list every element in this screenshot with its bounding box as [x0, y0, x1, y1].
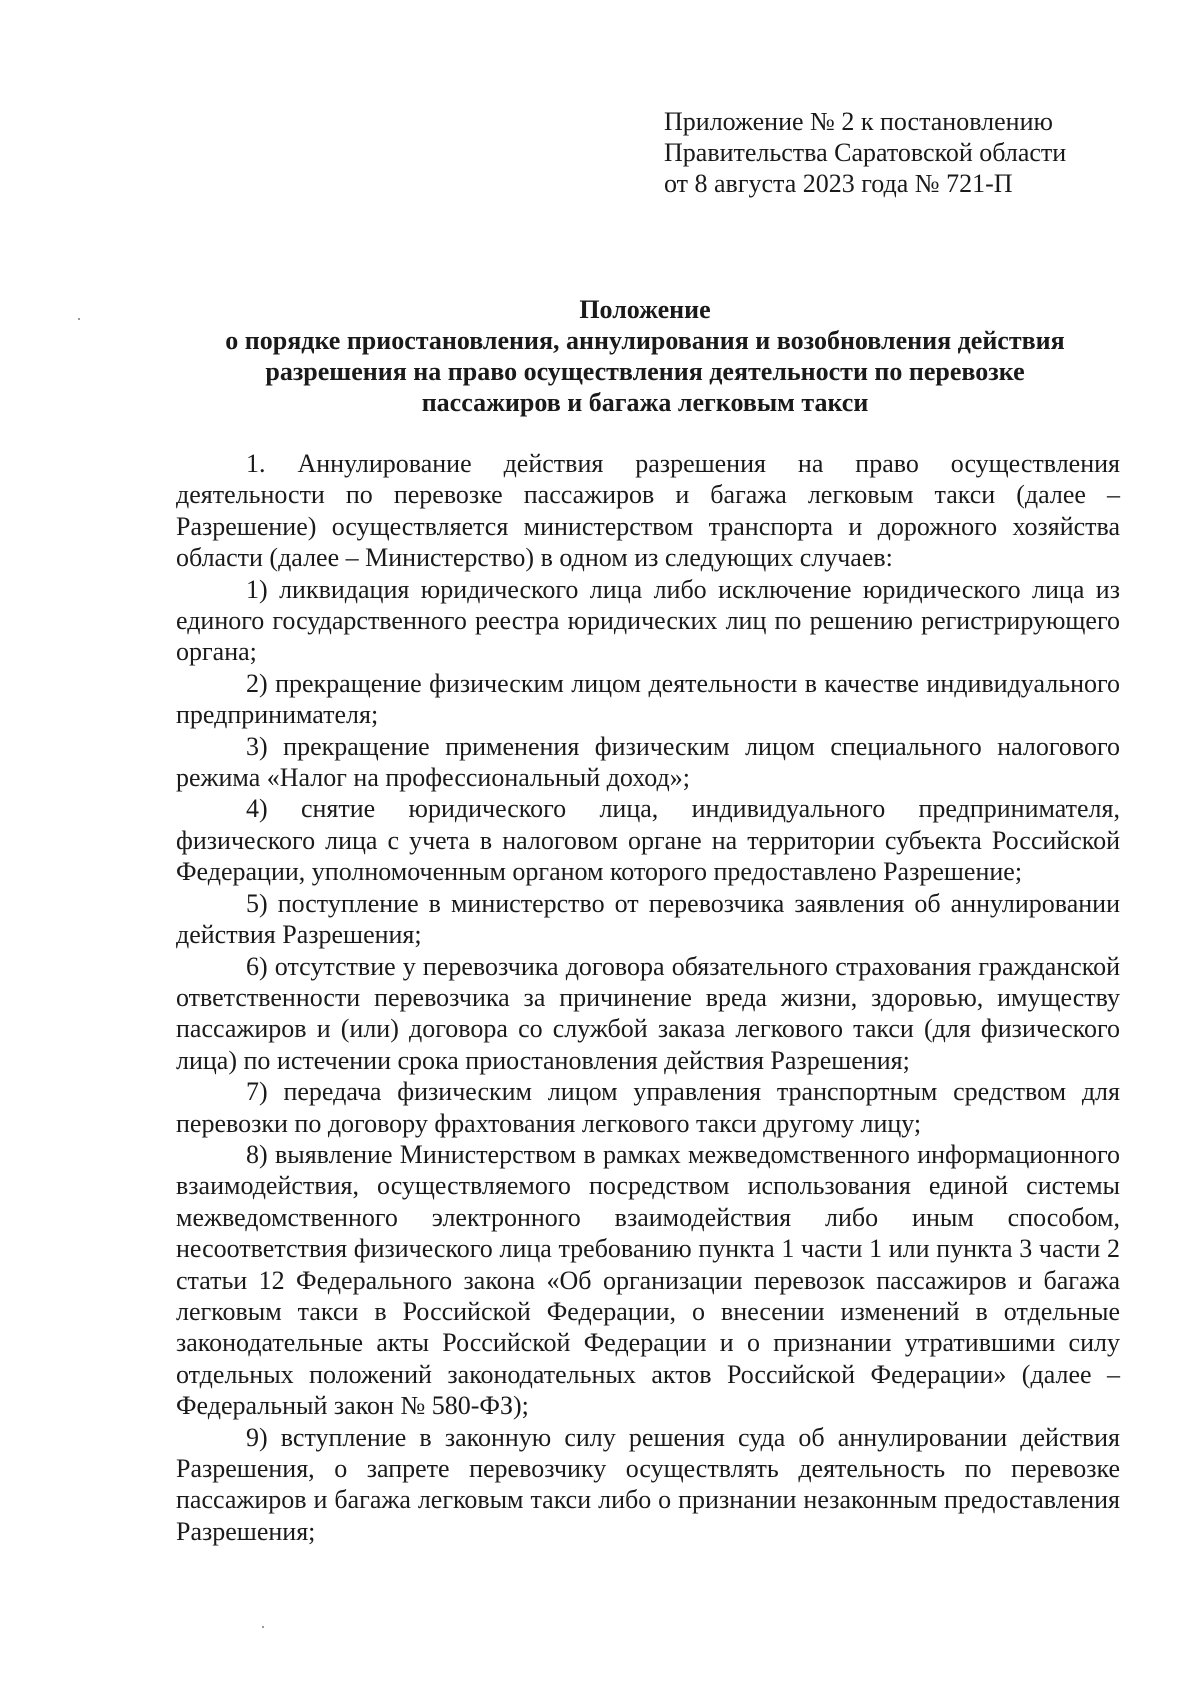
document-title	[170, 294, 1120, 418]
list-item-2: 2) прекращение физическим лицом деятельности в качестве индивидуального предпринимателя;	[176, 668, 1120, 730]
list-item-5: 5) поступление в министерство от перевозчика заявления об аннулировании действия Разрешения;	[176, 888, 1120, 950]
list-item-1: 1) ликвидация юридического лица либо исключение юридического лица из единого государственного реестра юридических лиц по решению регистрирующего органа;	[176, 574, 1120, 667]
title-line: о порядке приостановления, аннулирования и возобновления действия	[225, 326, 1065, 355]
paragraph-1-annulment: 1. Аннулирование действия разрешения на право осуществления деятельности по перевозке пассажиров и багажа легковым такси (далее – Разрешение) осуществляется министерством транспорта и дорожного хозяйства области (далее – Министерство) в одном из следующих случаев:	[176, 449, 1120, 573]
appendix-line: от 8 августа 2023 года № 721-П	[664, 169, 1013, 198]
scan-speck	[262, 1626, 264, 1628]
list-item-4: 4) снятие юридического лица, индивидуального предпринимателя, физического лица с учета в налоговом органе на территории субъекта Российской Федерации, уполномоченным органом которого предоставлено Разрешение;	[176, 794, 1120, 887]
list-item-9: 9) вступление в законную силу решения суда об аннулировании действия Разрешения, о запрете перевозчику осуществлять деятельность по перевозке пассажиров и багажа легковым такси либо о признании незаконным предоставления Разрешения;	[176, 1422, 1120, 1546]
title-line: Положение	[579, 295, 711, 324]
appendix-line: Приложение № 2 к постановлению	[664, 107, 1053, 136]
scan-speck	[78, 318, 80, 320]
list-item-6: 6) отсутствие у перевозчика договора обязательного страхования гражданской ответственности перевозчика за причинение вреда жизни, здоровью, имуществу пассажиров и (или) договора со службой заказа легкового такси (для физического лица) по истечении срока приостановления действия Разрешения;	[176, 951, 1120, 1075]
appendix-reference	[664, 106, 1066, 199]
list-item-7: 7) передача физическим лицом управления транспортным средством для перевозки по договору фрахтования легкового такси другому лицу;	[176, 1077, 1120, 1138]
appendix-line: Правительства Саратовской области	[664, 138, 1067, 167]
document-body	[176, 448, 1120, 1547]
title-line: разрешения на право осуществления деятельности по перевозке	[265, 357, 1025, 386]
list-item-8: 8) выявление Министерством в рамках межведомственного информационного взаимодействия, осуществляемого посредством использования единой системы межведомственного электронного взаимодействия либо иным способом, несоответствия физического лица требованию пункта 1 части 1 или пункта 3 части 2 статьи 12 Федерального закона «Об организации перевозок пассажиров и багажа легковым такси в Российской Федерации, о внесении изменений в отдельные законодательные акты Российской Федерации и о признании утратившими силу отдельных положений законодательных актов Российской Федерации» (далее – Федеральный закон № 580-ФЗ);	[176, 1139, 1120, 1421]
list-item-3: 3) прекращение применения физическим лицом специального налогового режима «Налог на профессиональный доход»;	[176, 731, 1120, 793]
title-line: пассажиров и багажа легковым такси	[421, 388, 869, 417]
